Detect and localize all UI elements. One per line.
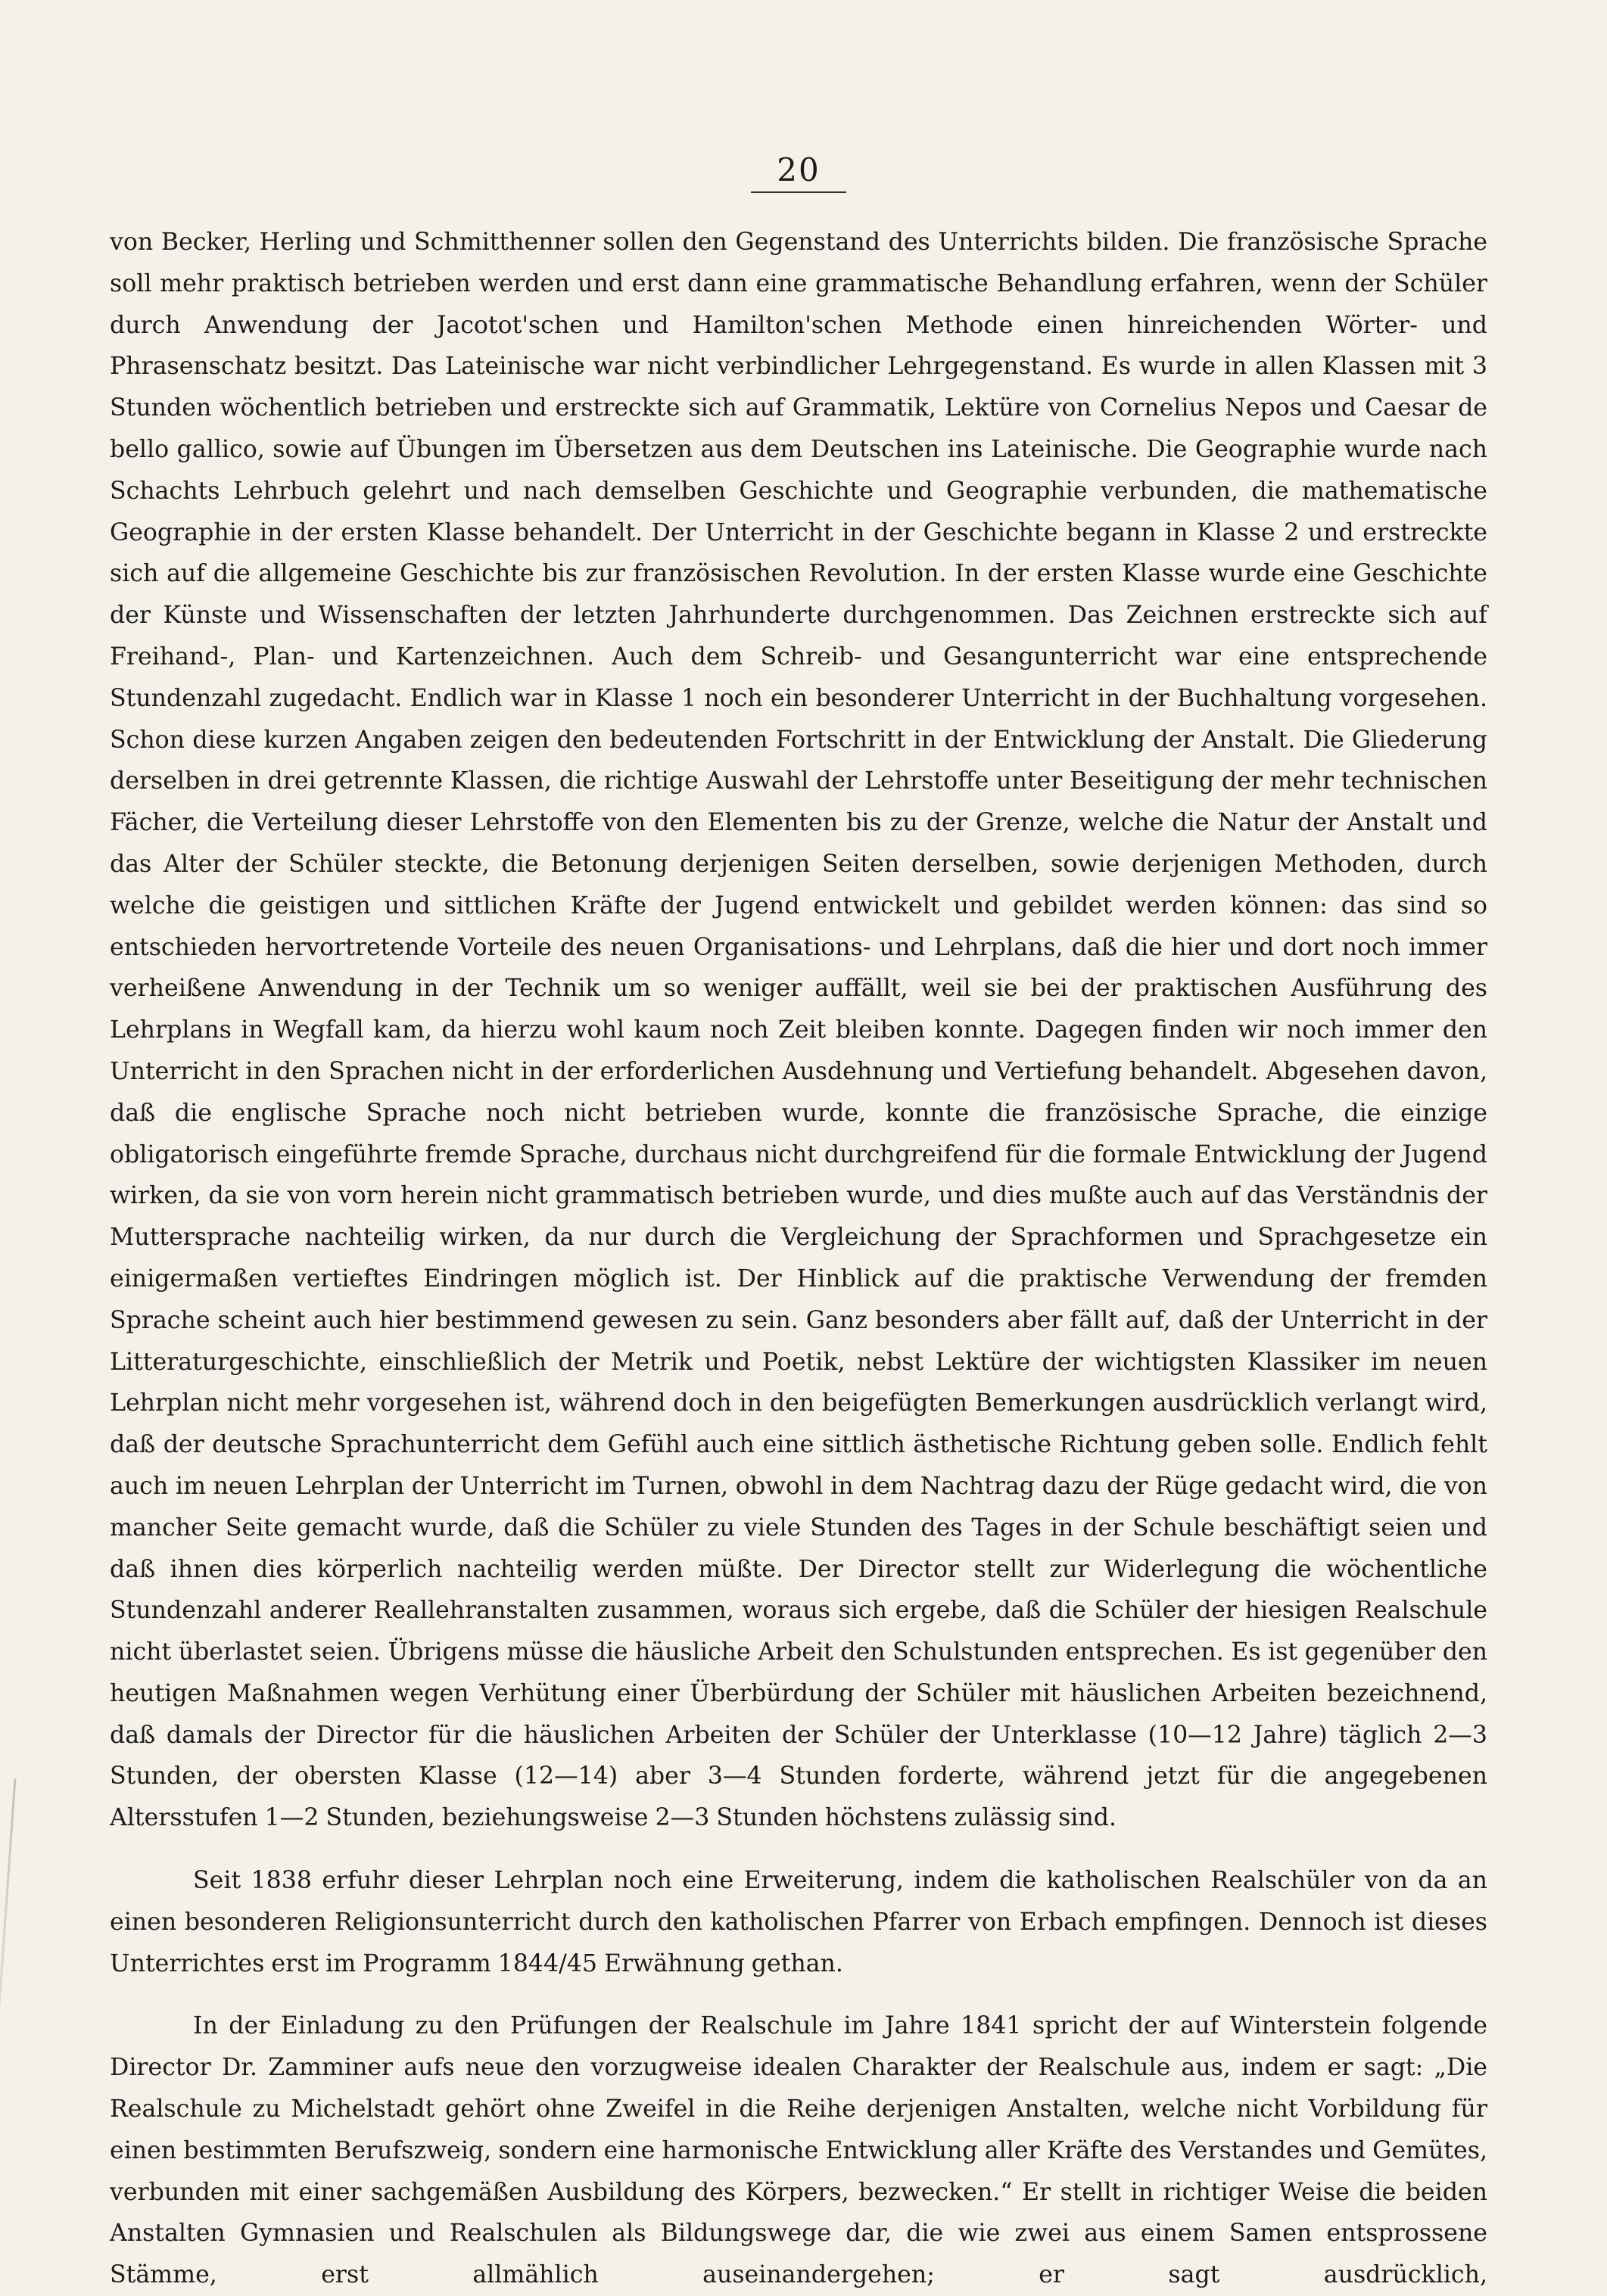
page-number-text: 20	[751, 151, 846, 193]
page-number	[110, 151, 1487, 193]
paragraph-2: Seit 1838 erfuhr dieser Lehrplan noch eine Erweiterung, indem die katholischen Realschüler von da an einen besonderen Religionsunterricht durch den katholischen Pfarrer von Erbach empfingen. Dennoch ist dieses Unterrichtes erst im Programm 1844/45 Erwähnung gethan.	[110, 1867, 1487, 1977]
paragraph-3: In der Einladung zu den Prüfungen der Realschule im Jahre 1841 spricht der auf Winterstein folgende Director Dr. Zamminer aufs neue den vorzugweise idealen Charakter der Realschule aus, indem er sagt: „Die Realschule zu Michelstadt gehört ohne Zweifel in die Reihe derjenigen Anstalten, welche nicht Vorbildung für einen bestimmten Berufszweig, sondern eine harmonische Entwicklung aller Kräfte des Verstandes und Gemütes, verbunden mit einer sachgemäßen Ausbildung des Körpers, bezwecken.“ Er stellt in richtiger Weise die beiden Anstalten Gymnasien und Realschulen als Bildungswege dar, die wie zwei aus einem Samen entsprossene Stämme, erst allmählich auseinandergehen; er sagt ausdrücklich,	[110, 2012, 1487, 2289]
document-page	[110, 151, 1487, 2296]
paragraph-1: von Becker, Herling und Schmitthenner sollen den Gegenstand des Unterrichts bilden. Die französische Sprache soll mehr praktisch betrieben werden und erst dann eine grammatische Behandlung erfahren, wenn der Schüler durch Anwendung der Jacotot'schen und Hamilton'schen Methode einen hinreichenden Wörter- und Phrasenschatz besitzt. Das Lateinische war nicht verbindlicher Lehrgegenstand. Es wurde in allen Klassen mit 3 Stunden wöchentlich betrieben und erstreckte sich auf Grammatik, Lektüre von Cornelius Nepos und Caesar de bello gallico, sowie auf Übungen im Übersetzen aus dem Deutschen ins Lateinische. Die Geographie wurde nach Schachts Lehrbuch gelehrt und nach demselben Geschichte und Geographie verbunden, die mathematische Geographie in der ersten Klasse behandelt. Der Unterricht in der Geschichte begann in Klasse 2 und erstreckte sich auf die allgemeine Geschichte bis zur französischen Revolution. In der ersten Klasse wurde eine Geschichte der Künste und Wissenschaften der letzten Jahrhunderte durchgenommen. Das Zeichnen erstreckte sich auf Freihand-, Plan- und Kartenzeichnen. Auch dem Schreib- und Gesangunterricht war eine entsprechende Stundenzahl zugedacht. Endlich war in Klasse 1 noch ein besonderer Unterricht in der Buchhaltung vorgesehen. Schon diese kurzen Angaben zeigen den bedeutenden Fortschritt in der Entwicklung der Anstalt. Die Gliederung derselben in drei getrennte Klassen, die richtige Auswahl der Lehrstoffe unter Beseitigung der mehr technischen Fächer, die Verteilung dieser Lehrstoffe von den Elementen bis zu der Grenze, welche die Natur der Anstalt und das Alter der Schüler steckte, die Betonung derjenigen Seiten derselben, sowie derjenigen Methoden, durch welche die geistigen und sittlichen Kräfte der Jugend entwickelt und gebildet werden können: das sind so entschieden hervortretende Vorteile des neuen Organisations- und Lehrplans, daß die hier und dort noch immer verheißene Anwendung in der Technik um so weniger auffällt, weil sie bei der praktischen Ausführung des Lehrplans in Wegfall kam, da hierzu wohl kaum noch Zeit bleiben konnte. Dagegen finden wir noch immer den Unterricht in den Sprachen nicht in der erforderlichen Ausdehnung und Vertiefung behandelt. Abgesehen davon, daß die englische Sprache noch nicht betrieben wurde, konnte die französische Sprache, die einzige obligatorisch eingeführte fremde Sprache, durchaus nicht durchgreifend für die formale Entwicklung der Jugend wirken, da sie von vorn herein nicht grammatisch betrieben wurde, und dies mußte auch auf das Verständnis der Muttersprache nachteilig wirken, da nur durch die Vergleichung der Sprachformen und Sprachgesetze ein einigermaßen vertieftes Eindringen möglich ist. Der Hinblick auf die praktische Verwendung der fremden Sprache scheint auch hier bestimmend gewesen zu sein. Ganz besonders aber fällt auf, daß der Unterricht in der Litteraturgeschichte, einschließlich der Metrik und Poetik, nebst Lektüre der wichtigsten Klassiker im neuen Lehrplan nicht mehr vorgesehen ist, während doch in den beigefügten Bemerkungen ausdrücklich verlangt wird, daß der deutsche Sprachunterricht dem Gefühl auch eine sittlich ästhetische Richtung geben solle. Endlich fehlt auch im neuen Lehrplan der Unterricht im Turnen, obwohl in dem Nachtrag dazu der Rüge gedacht wird, die von mancher Seite gemacht wurde, daß die Schüler zu viele Stunden des Tages in der Schule beschäftigt seien und daß ihnen dies körperlich nachteilig werden müßte. Der Director stellt zur Widerlegung die wöchentliche Stundenzahl anderer Reallehranstalten zusammen, woraus sich ergebe, daß die Schüler der hiesigen Realschule nicht überlastet seien. Übrigens müsse die häusliche Arbeit den Schulstunden entsprechen. Es ist gegenüber den heutigen Maßnahmen wegen Verhütung einer Überbürdung der Schüler mit häuslichen Arbeiten bezeichnend, daß damals der Director für die häuslichen Arbeiten der Schüler der Unterklasse (10—12 Jahre) täglich 2—3 Stunden, der obersten Klasse (12—14) aber 3—4 Stunden forderte, während jetzt für die angegebenen Altersstufen 1—2 Stunden, beziehungsweise 2—3 Stunden höchstens zulässig sind.	[110, 229, 1487, 1832]
margin-pencil-mark	[0, 1778, 16, 2005]
